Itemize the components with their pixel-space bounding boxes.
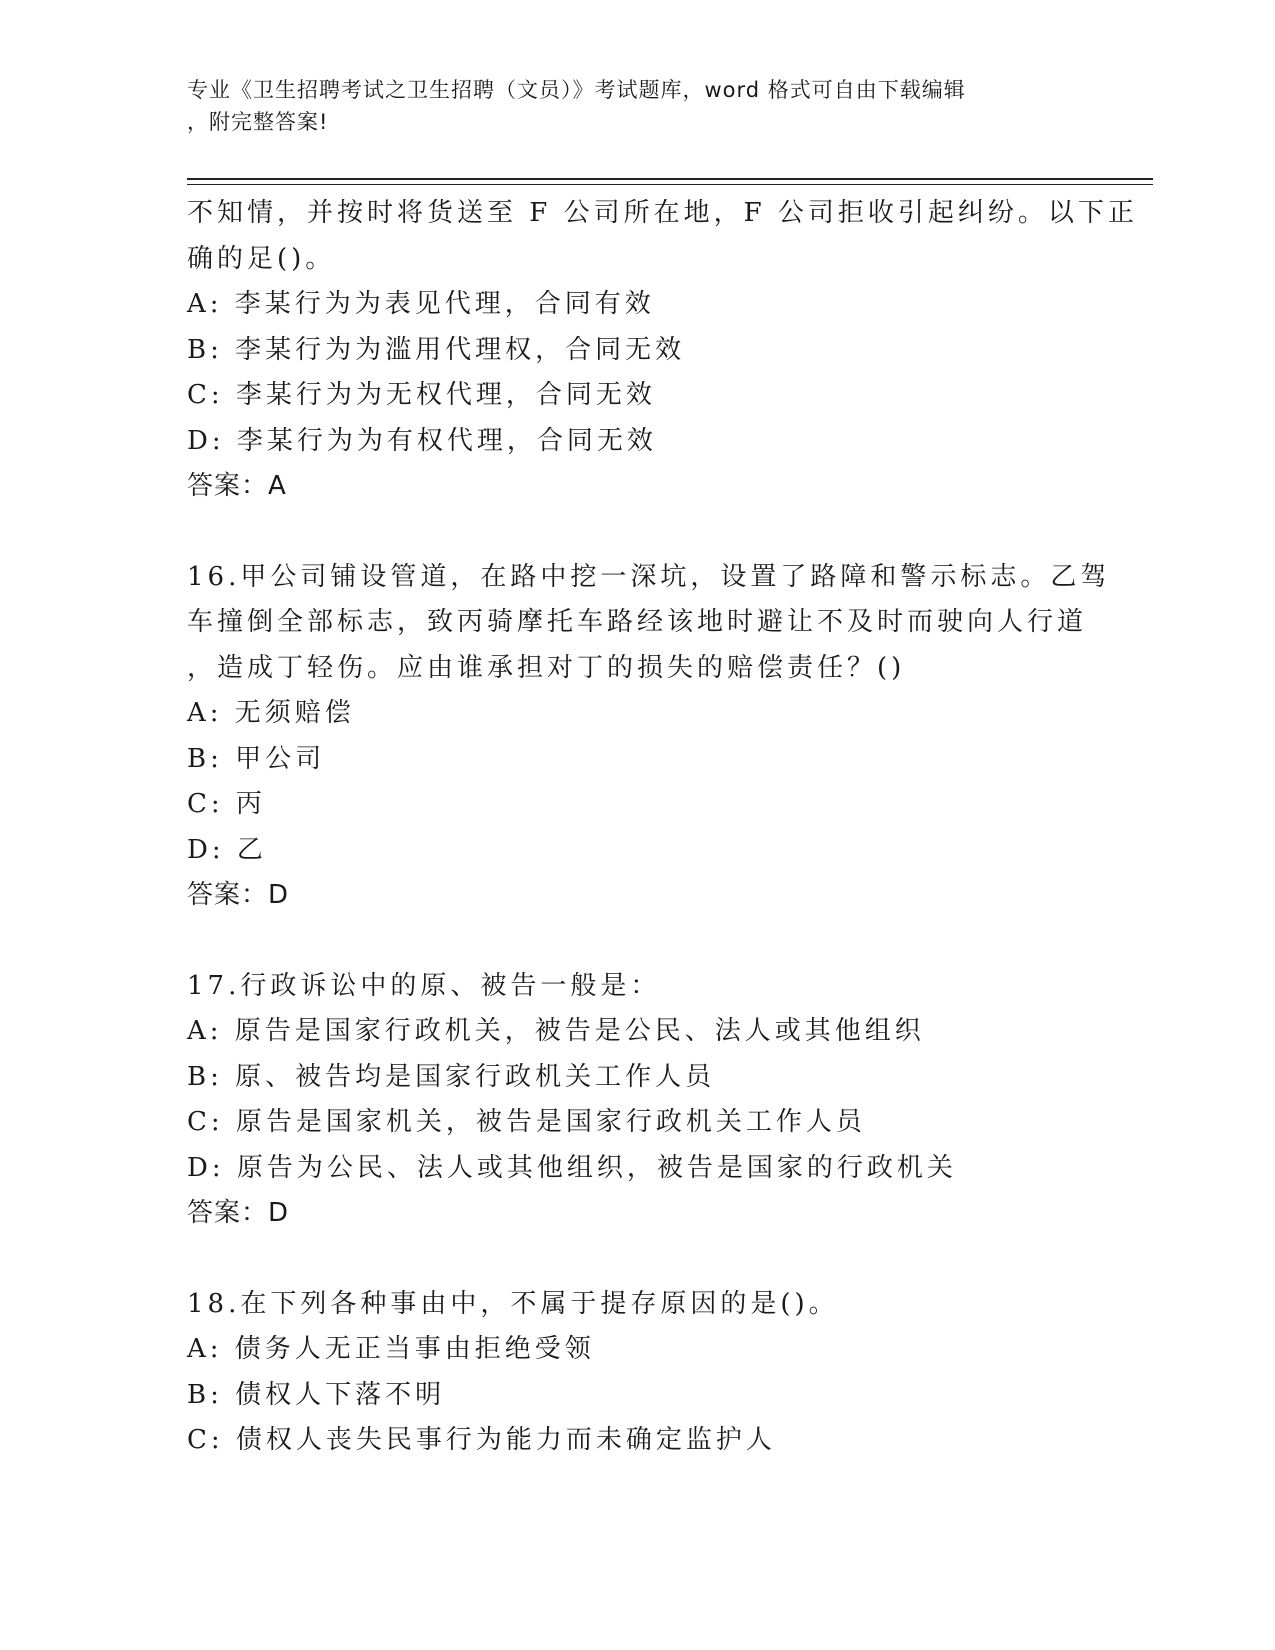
answer: 答案：D	[187, 1198, 290, 1228]
option-a: A: 李某行为为表见代理，合同有效	[187, 289, 655, 319]
option-d: D: 李某行为为有权代理，合同无效	[187, 425, 657, 456]
spacer	[187, 510, 1087, 555]
question-18	[187, 1282, 1087, 1464]
spacer	[187, 1237, 1087, 1282]
question-16	[187, 555, 1111, 919]
option-b: B: 李某行为为滥用代理权，合同无效	[187, 334, 686, 365]
option-b: B: 原、被告均是国家行政机关工作人员	[187, 1061, 716, 1092]
option-c: C: 李某行为为无权代理，合同无效	[187, 380, 656, 410]
header-rule-thin	[187, 184, 1153, 185]
option-c: C: 丙	[187, 789, 266, 819]
question-stem-line: 确的足()。	[187, 243, 336, 274]
option-a: A: 无须赔偿	[187, 698, 355, 728]
question-stem-line: 车撞倒全部标志，致丙骑摩托车路经该地时避让不及时而驶向人行道	[187, 607, 1088, 637]
option-a: A: 原告是国家行政机关，被告是公民、法人或其他组织	[187, 1016, 925, 1046]
option-a: A: 债务人无正当事由拒绝受领	[187, 1334, 595, 1364]
question-stem-line: 17.行政诉讼中的原、被告一般是：	[187, 970, 661, 1001]
option-d: D: 乙	[187, 834, 267, 865]
answer: 答案：D	[187, 880, 290, 910]
document-body	[187, 191, 1138, 1464]
question-stem-line: 16.甲公司铺设管道，在路中挖一深坑，设置了路障和警示标志。乙驾	[187, 561, 1111, 592]
answer: 答案：A	[187, 471, 287, 501]
question-stem-line: ，造成丁轻伤。应由谁承担对丁的损失的赔偿责任？()	[187, 652, 906, 683]
question-stem-line: 不知情，并按时将货送至 F 公司所在地，F 公司拒收引起纠纷。以下正	[187, 198, 1138, 228]
question-17	[187, 964, 1087, 1237]
header-rule-thick	[187, 178, 1153, 180]
header-line-2: ，附完整答案!	[187, 110, 329, 134]
option-d: D: 原告为公民、法人或其他组织，被告是国家的行政机关	[187, 1152, 957, 1183]
question-15	[187, 191, 1138, 510]
header-line-1: 专业《卫生招聘考试之卫生招聘（文员）》考试题库，word 格式可自由下载编辑	[187, 78, 966, 102]
option-c: C: 债权人丧失民事行为能力而未确定监护人	[187, 1425, 776, 1455]
question-stem-line: 18.在下列各种事由中，不属于提存原因的是()。	[187, 1288, 839, 1319]
option-c: C: 原告是国家机关，被告是国家行政机关工作人员	[187, 1107, 866, 1137]
spacer	[187, 919, 1087, 964]
option-b: B: 甲公司	[187, 743, 326, 774]
option-b: B: 债权人下落不明	[187, 1379, 446, 1410]
document-header	[187, 74, 1067, 138]
